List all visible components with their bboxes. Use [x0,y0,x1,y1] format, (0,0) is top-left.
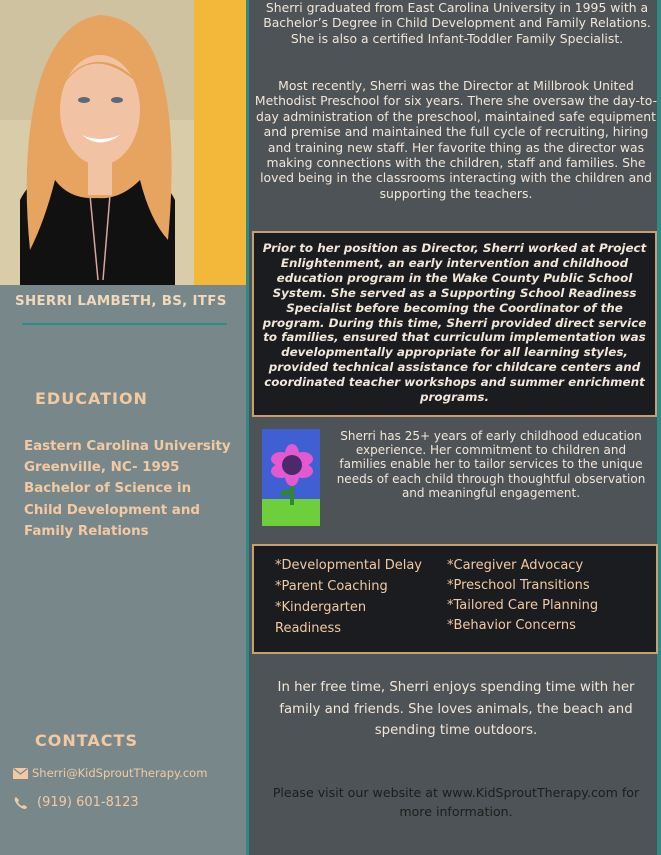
phone-contact[interactable] [13,795,139,810]
experience-paragraph: Sherri has 25+ years of early childhood education experience. Her commitment to children and families enable her to tailor services to the unique needs of each child through thoughtful observation and meaningful engagement. [336,429,646,500]
sidebar [0,0,246,855]
education-line: Greenville, NC- 1995 [24,460,180,476]
flower-illustration [262,429,320,526]
service-item: *Behavior Concerns [447,618,576,633]
education-list [24,436,242,542]
phone-icon [13,796,29,810]
email-contact[interactable] [13,766,207,780]
education-line: Child Development and [24,502,200,518]
services-box [252,544,658,654]
service-item: *Kindergarten [275,600,367,615]
intervention-text: Prior to her position as Director, Sherri worked at Project Enlightenment, an early intervention and childhood education program in the Wake County Public School System. She served as a Supporting School Readiness Specialist before becoming the Coordinator of the program. During this time, Sherri provided direct service to families, ensured that curriculum implementation was developmentally appropriate for all learning styles, provided technical assistance for childcare centers and coordinated teacher workshops and summer enrichment programs. [262,241,647,405]
website-note: Please visit our website at www.KidSproutTherapy.com for more information. [272,785,640,819]
service-item: Readiness [275,621,342,636]
education-line: Family Relations [24,523,149,539]
service-item: *Tailored Care Planning [447,598,599,613]
education-line: Eastern Carolina University [24,439,231,454]
profile-photo [0,0,194,285]
phone-number[interactable]: (919) 601-8123 [37,795,139,810]
education-heading: EDUCATION [35,389,148,408]
envelope-icon [13,768,28,779]
service-item: *Caregiver Advocacy [447,558,584,573]
service-item: *Preschool Transitions [447,578,590,593]
person-name-title: SHERRI LAMBETH, BS, ITFS [15,294,227,309]
email-address[interactable]: Sherri@KidSproutTherapy.com [32,766,208,780]
service-item: *Developmental Delay [275,558,423,573]
contacts-heading: CONTACTS [35,731,138,750]
main-panel [246,0,661,855]
bio-paragraph: Most recently, Sherri was the Director at Millbrook United Methodist Preschool for six years. There she oversaw the day-to-day administration of the preschool, maintained safe equipment and premise and maintained the full cycle of recruiting, hiring and training new staff. Her favorite thing as the director was making connections with the children, staff and families. She loved being in the classrooms interacting with the children and supporting the teachers. [254,78,658,201]
free-time-paragraph: In her free time, Sherri enjoys spending time with her family and friends. She loves animals, the beach and spending time outdoors. [277,680,635,738]
intervention-box [252,231,657,417]
divider [22,323,227,325]
education-line: Bachelor of Science in [24,481,192,497]
bio-paragraph: Sherri graduated from East Carolina University in 1995 with a Bachelor’s Degree in Child Development and Family Relations. She is also a certified Infant-Toddler Family Specialist. [263,0,651,46]
service-item: *Parent Coaching [275,579,388,594]
